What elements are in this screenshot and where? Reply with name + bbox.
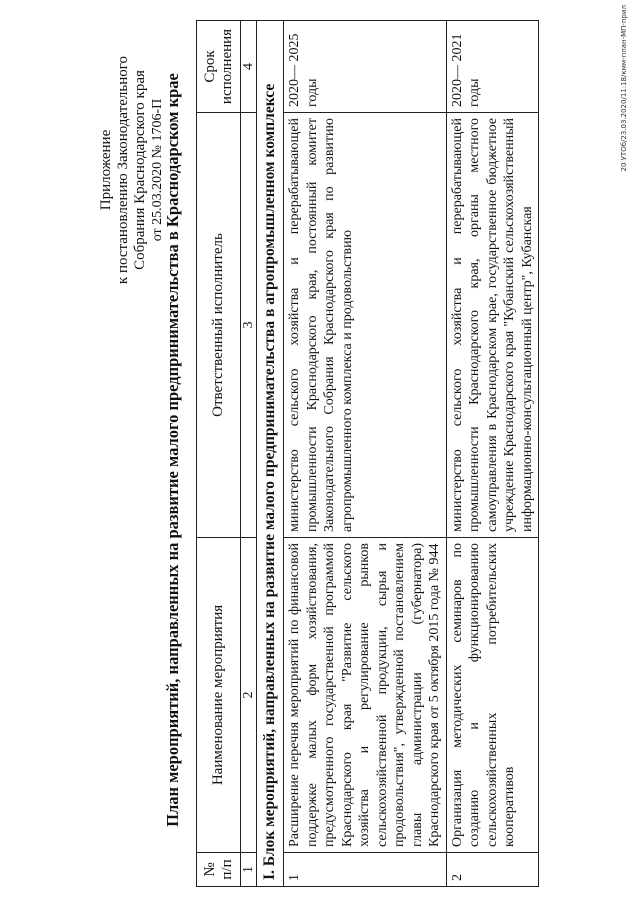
deadline: 2020— 2025 годы bbox=[284, 21, 447, 113]
appendix-block bbox=[98, 25, 166, 315]
row-number: 2 bbox=[446, 853, 539, 887]
event-name: Организация методических семинаров по созданию и функционированию сельскохозяйственных потребительских кооперативов bbox=[446, 538, 539, 853]
appendix-assembly-line: Собрания Краснодарского края bbox=[132, 70, 148, 270]
column-number: 2 bbox=[241, 538, 257, 853]
executor: министерство сельского хозяйства и перерабатывающей промышленности Краснодарского края, органы местного самоуправления в Краснодарском крае, государственное бюджетное учреждение Краснодарского края "Кубанский сельскохозяйственный информационно-консультационный центр", Кубанская bbox=[446, 113, 539, 538]
appendix-resolution-line: к постановлению Законодательного bbox=[115, 55, 131, 285]
table-row bbox=[446, 21, 539, 887]
header-row bbox=[197, 21, 241, 887]
column-number: 3 bbox=[241, 113, 257, 538]
appendix-date-line: от 25.03.2020 № 1706-П bbox=[150, 98, 165, 242]
header-number: № п/п bbox=[197, 853, 241, 887]
document-title: План мероприятий, направленных на развитие малого предпринимательства в Краснодарском крае bbox=[163, 73, 182, 827]
executor: министерство сельского хозяйства и перерабатывающей промышленности Краснодарского края, постоянный комитет Законодательного Собрания Краснодарского края по развитию агропромышленного комплекса и продовольствию bbox=[284, 113, 447, 538]
footer-stamp: 20 УТОб/23.03.2020/11:18/кмм-план-МП-прил bbox=[620, 5, 628, 172]
plan-table bbox=[196, 20, 539, 887]
column-number-row bbox=[241, 21, 257, 887]
deadline: 2020— 2021 годы bbox=[446, 21, 539, 113]
appendix-heading: Приложение bbox=[98, 129, 114, 211]
column-number: 4 bbox=[241, 21, 257, 113]
header-executor: Ответственный исполнитель bbox=[197, 113, 241, 538]
header-deadline: Срок исполнения bbox=[197, 21, 241, 113]
event-name: Расширение перечня мероприятий по финансовой поддержке малых форм хозяйствования, предусмотренного государственной программой Краснодарского края "Развитие сельского хозяйства и регулирование рынков сельскохозяйственной продукции, сырья и продовольствия", утвержденной постановлением главы администрации (губернатора) Краснодарского края от 5 октября 2015 года № 944 bbox=[284, 538, 447, 853]
section-heading: I. Блок мероприятий, направленных на развитие малого предпринимательства в агропромышленном комплексе bbox=[257, 21, 284, 887]
column-number: 1 bbox=[241, 853, 257, 887]
header-event-name: Наименование мероприятия bbox=[197, 538, 241, 853]
row-number: 1 bbox=[284, 853, 447, 887]
section-row bbox=[257, 21, 284, 887]
table-row bbox=[284, 21, 447, 887]
